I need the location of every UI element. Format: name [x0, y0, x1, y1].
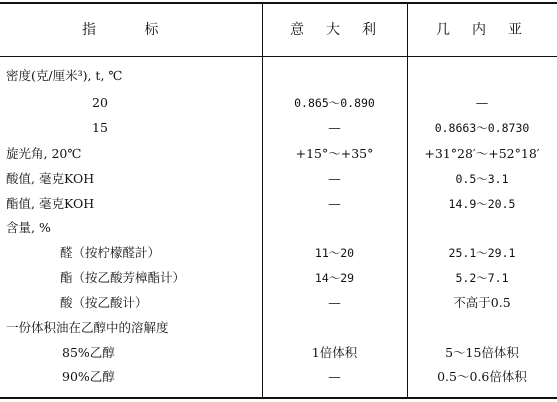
row-label: 15: [92, 120, 108, 135]
row-italy: —: [328, 369, 341, 384]
row-guinea: 5.2～7.1: [455, 271, 509, 285]
row-label: 酸值, 毫克KOH: [6, 171, 95, 186]
header-index: 指 标: [82, 22, 181, 38]
row-guinea: 不高于0.5: [453, 295, 511, 310]
row-label: 醛（按柠檬醛計）: [60, 245, 161, 260]
row-italy: +15°～+35°: [295, 146, 374, 161]
row-italy: 0.865～0.890: [294, 96, 375, 110]
row-label: 85%乙醇: [62, 345, 115, 360]
header-italy: 意大利: [290, 22, 398, 38]
row-label: 旋光角, 20℃: [6, 146, 82, 161]
row-guinea: +31°28′～+52°18′: [424, 146, 540, 161]
row-guinea: 14.9～20.5: [448, 197, 516, 211]
row-label: 含量, %: [6, 220, 51, 235]
row-italy: 1倍体积: [311, 345, 358, 360]
row-guinea: 5～15倍体积: [445, 345, 519, 360]
row-guinea: —: [475, 95, 489, 110]
row-label: 一份体积油在乙醇中的溶解度: [6, 320, 169, 335]
row-label: 酯（按乙酸芳樟酯计）: [60, 270, 186, 285]
row-label: 密度(克/厘米³), t, ℃: [6, 68, 123, 83]
row-italy: —: [328, 196, 341, 211]
header-guinea: 几内亚: [436, 22, 544, 38]
table-top-rule: [0, 2, 557, 4]
row-label: 酯值, 毫克KOH: [6, 196, 95, 211]
table-header-rule: [0, 56, 557, 57]
row-italy: 11～20: [314, 246, 355, 260]
row-label: 20: [92, 95, 108, 110]
row-label: 90%乙醇: [62, 369, 115, 384]
row-guinea: 0.8663～0.8730: [434, 121, 530, 135]
row-italy: —: [328, 171, 341, 186]
table-bottom-rule: [0, 397, 557, 399]
row-label: 酸（按乙酸计）: [60, 295, 148, 310]
row-guinea: 25.1～29.1: [448, 246, 516, 260]
row-italy: 14～29: [314, 271, 355, 285]
row-italy: —: [328, 120, 341, 135]
row-italy: —: [328, 295, 341, 310]
row-guinea: 0.5～3.1: [455, 172, 509, 186]
row-guinea: 0.5～0.6倍体积: [437, 369, 527, 384]
